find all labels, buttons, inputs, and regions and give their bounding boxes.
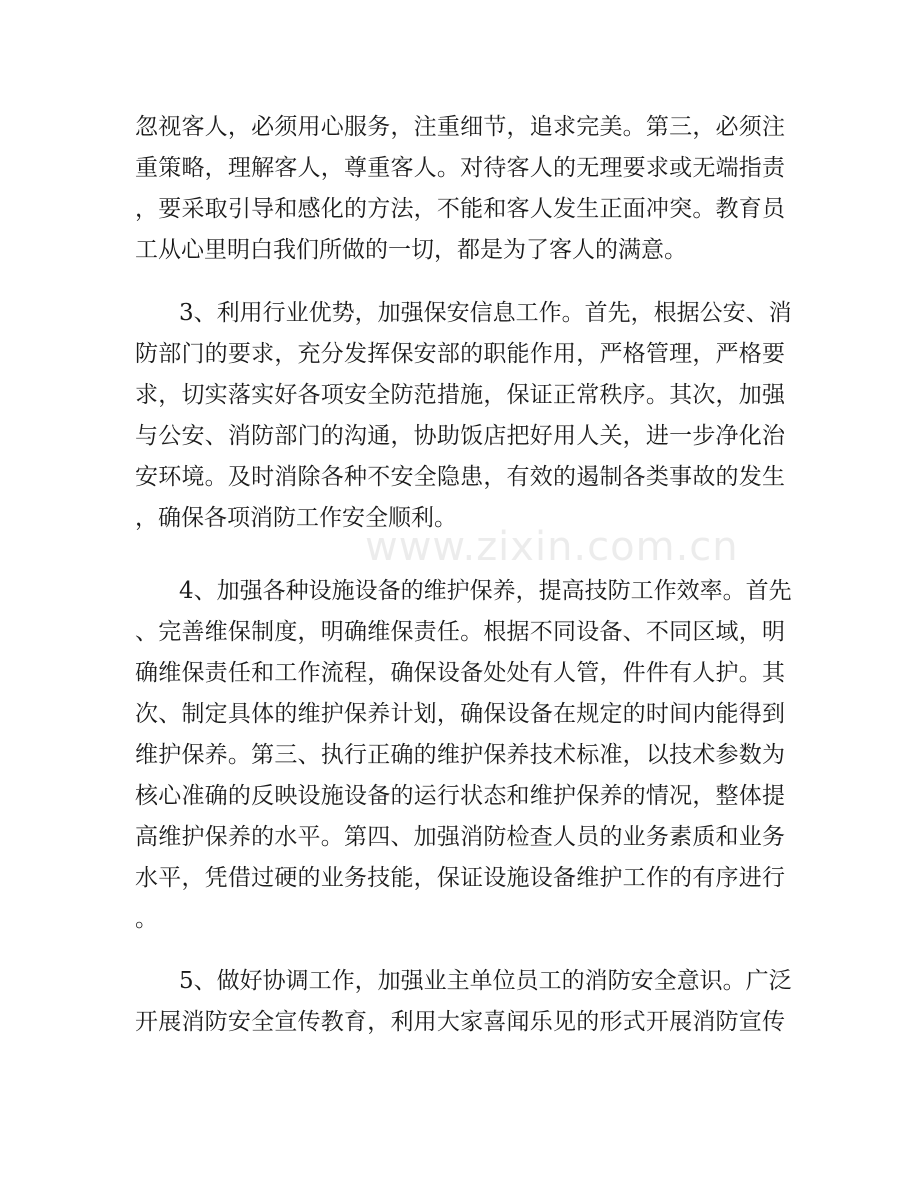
text-line: 求，切实落实好各项安全防范措施，保证正常秩序。其次，加强 <box>135 382 785 408</box>
text-line: 次、制定具体的维护保养计划，确保设备在规定的时间内能得到 <box>135 701 785 727</box>
watermark: www.zixin.com.cn <box>365 524 739 570</box>
text-line: 与公安、消防部门的沟通，协助饭店把好用人关，进一步净化治 <box>135 423 785 449</box>
text-line: 重策略，理解客人，尊重客人。对待客人的无理要求或无端指责 <box>135 155 785 181</box>
text-line: 安环境。及时消除各种不安全隐患，有效的遏制各类事故的发生 <box>135 464 785 490</box>
text-line: 4、加强各种设施设备的维护保养，提高技防工作效率。首先 <box>179 578 792 604</box>
text-line: 防部门的要求，充分发挥保安部的职能作用，严格管理，严格要 <box>135 341 785 367</box>
text-line: 3、利用行业优势，加强保安信息工作。首先，根据公安、消 <box>179 300 792 326</box>
text-line: ，要采取引导和感化的方法，不能和客人发生正面冲突。教育员 <box>135 196 785 222</box>
text-line: 工从心里明白我们所做的一切，都是为了客人的满意。 <box>135 237 687 263</box>
text-line: 忽视客人，必须用心服务，注重细节，追求完美。第三，必须注 <box>135 114 785 140</box>
text-line: 确维保责任和工作流程，确保设备处处有人管，件件有人护。其 <box>135 660 785 686</box>
text-line: 。 <box>135 906 158 932</box>
text-line: ，确保各项消防工作安全顺利。 <box>135 505 457 531</box>
text-line: 开展消防安全宣传教育，利用大家喜闻乐见的形式开展消防宣传 <box>135 1009 785 1035</box>
text-line: 维护保养。第三、执行正确的维护保养技术标准，以技术参数为 <box>135 742 785 768</box>
text-line: 5、做好协调工作，加强业主单位员工的消防安全意识。广泛 <box>179 968 792 994</box>
text-line: 核心准确的反映设施设备的运行状态和维护保养的情况，整体提 <box>135 783 785 809</box>
text-line: 高维护保养的水平。第四、加强消防检查人员的业务素质和业务 <box>135 824 785 850</box>
text-line: 水平，凭借过硬的业务技能，保证设施设备维护工作的有序进行 <box>135 865 785 891</box>
text-line: 、完善维保制度，明确维保责任。根据不同设备、不同区域，明 <box>135 619 785 645</box>
